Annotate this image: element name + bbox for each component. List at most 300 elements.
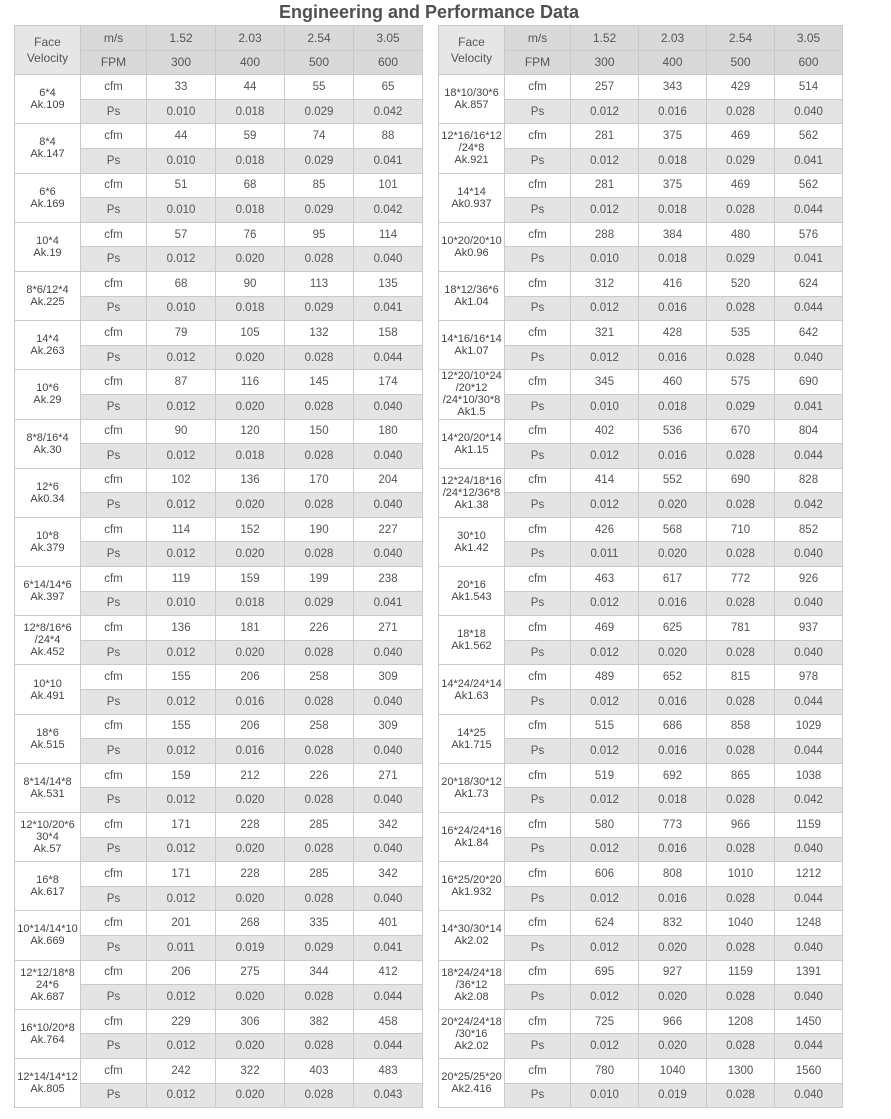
cfm-value: 865 [707, 763, 775, 788]
cfm-value: 116 [216, 370, 285, 395]
cfm-value: 414 [571, 468, 639, 493]
ps-value: 0.041 [775, 394, 843, 419]
ps-label: Ps [81, 788, 147, 813]
ps-value: 0.044 [354, 345, 423, 370]
cfm-value: 535 [707, 321, 775, 346]
cfm-value: 937 [775, 616, 843, 641]
ps-value: 0.020 [216, 640, 285, 665]
duct-size-line: 10*8 [36, 529, 59, 542]
table-row-cfm [15, 911, 423, 936]
cfm-value: 51 [147, 173, 216, 198]
cfm-value: 227 [354, 517, 423, 542]
ps-value: 0.044 [775, 444, 843, 469]
cfm-value: 271 [354, 763, 423, 788]
cfm-value: 85 [285, 173, 354, 198]
table-row-cfm [15, 1058, 423, 1083]
ps-value: 0.040 [775, 345, 843, 370]
duct-size-line: /24*8 [458, 142, 485, 155]
ps-value: 0.029 [285, 198, 354, 223]
ps-value: 0.040 [354, 493, 423, 518]
duct-size-cell [15, 1009, 81, 1058]
cfm-value: 55 [285, 75, 354, 100]
cfm-label: cfm [81, 616, 147, 641]
ps-label: Ps [505, 394, 571, 419]
cfm-value: 469 [707, 173, 775, 198]
table-row-cfm [439, 1009, 843, 1034]
cfm-label: cfm [81, 222, 147, 247]
ps-value: 0.028 [285, 394, 354, 419]
ps-value: 0.029 [707, 148, 775, 173]
ps-value: 0.042 [354, 99, 423, 124]
duct-size-line: Ak2.08 [454, 990, 489, 1003]
ps-value: 0.043 [354, 1083, 423, 1108]
cfm-value: 228 [216, 813, 285, 838]
ps-value: 0.044 [775, 690, 843, 715]
ps-value: 0.011 [147, 935, 216, 960]
cfm-value: 1248 [775, 911, 843, 936]
duct-size-line: 10*6 [36, 382, 59, 395]
cfm-value: 152 [216, 517, 285, 542]
duct-size-cell [15, 222, 81, 271]
velocity-ms-cell: 2.03 [216, 26, 285, 51]
duct-size-cell [15, 813, 81, 862]
ps-value: 0.029 [285, 99, 354, 124]
cfm-label: cfm [81, 271, 147, 296]
cfm-value: 171 [147, 813, 216, 838]
cfm-value: 88 [354, 124, 423, 149]
ps-value: 0.010 [147, 198, 216, 223]
ps-value: 0.040 [354, 394, 423, 419]
ps-value: 0.018 [216, 296, 285, 321]
duct-size-line: Ak.687 [30, 990, 65, 1003]
cfm-value: 170 [285, 468, 354, 493]
cfm-value: 275 [216, 960, 285, 985]
duct-size-cell [439, 911, 505, 960]
table-row-cfm [439, 763, 843, 788]
duct-size-line: Ak.379 [30, 541, 65, 554]
unit-fpm-label: FPM [81, 50, 147, 75]
face-velocity-label-line: Velocity [450, 51, 493, 66]
ps-value: 0.012 [571, 148, 639, 173]
cfm-value: 181 [216, 616, 285, 641]
cfm-value: 580 [571, 813, 639, 838]
duct-size-line: 20*16 [457, 579, 486, 592]
cfm-value: 190 [285, 517, 354, 542]
cfm-label: cfm [81, 665, 147, 690]
ps-value: 0.010 [147, 591, 216, 616]
table-row-cfm [15, 567, 423, 592]
table-row-cfm [15, 813, 423, 838]
cfm-value: 201 [147, 911, 216, 936]
cfm-value: 180 [354, 419, 423, 444]
cfm-label: cfm [505, 862, 571, 887]
ps-value: 0.016 [639, 739, 707, 764]
table-row-cfm [439, 124, 843, 149]
cfm-value: 375 [639, 173, 707, 198]
ps-label: Ps [81, 985, 147, 1010]
cfm-value: 145 [285, 370, 354, 395]
page-title: Engineering and Performance Data [278, 2, 580, 22]
ps-value: 0.028 [285, 886, 354, 911]
cfm-label: cfm [81, 960, 147, 985]
duct-size-cell [439, 517, 505, 566]
face-velocity-label-line: Velocity [26, 51, 69, 66]
cfm-label: cfm [505, 75, 571, 100]
ps-value: 0.020 [639, 640, 707, 665]
duct-size-line: Ak.225 [30, 296, 65, 309]
ps-label: Ps [505, 148, 571, 173]
ps-label: Ps [81, 690, 147, 715]
duct-size-line: Ak1.38 [454, 498, 489, 511]
cfm-value: 159 [216, 567, 285, 592]
duct-size-cell [439, 862, 505, 911]
duct-size-line: Ak.452 [30, 646, 65, 659]
duct-size-line: 10*14/14*10 [17, 923, 78, 936]
cfm-value: 44 [216, 75, 285, 100]
duct-size-line: /24*10/30*8 [442, 394, 501, 407]
cfm-value: 136 [147, 616, 216, 641]
ps-label: Ps [81, 886, 147, 911]
ps-value: 0.019 [216, 935, 285, 960]
unit-ms-label: m/s [505, 26, 571, 51]
duct-size-line: 24*6 [36, 978, 59, 991]
ps-value: 0.028 [707, 99, 775, 124]
cfm-value: 690 [775, 370, 843, 395]
duct-size-line: 8*6/12*4 [26, 284, 69, 297]
ps-label: Ps [505, 198, 571, 223]
duct-size-line: 14*30/30*14 [441, 923, 502, 936]
duct-size-line: Ak0.34 [30, 492, 65, 505]
ps-value: 0.012 [571, 444, 639, 469]
cfm-value: 114 [147, 517, 216, 542]
cfm-value: 309 [354, 665, 423, 690]
duct-size-cell [439, 665, 505, 714]
ps-value: 0.012 [571, 99, 639, 124]
ps-value: 0.044 [354, 1034, 423, 1059]
table-row-cfm [439, 271, 843, 296]
ps-label: Ps [81, 444, 147, 469]
velocity-fpm-cell: 500 [707, 50, 775, 75]
cfm-value: 652 [639, 665, 707, 690]
cfm-value: 780 [571, 1058, 639, 1083]
cfm-value: 725 [571, 1009, 639, 1034]
duct-size-line: Ak.531 [30, 787, 65, 800]
cfm-value: 1560 [775, 1058, 843, 1083]
duct-size-line: 14*25 [457, 726, 486, 739]
ps-value: 0.012 [571, 837, 639, 862]
cfm-value: 238 [354, 567, 423, 592]
ps-value: 0.018 [216, 99, 285, 124]
velocity-fpm-cell: 400 [216, 50, 285, 75]
ps-value: 0.011 [571, 542, 639, 567]
ps-value: 0.044 [775, 198, 843, 223]
duct-size-line: 18*18 [457, 628, 486, 641]
cfm-value: 927 [639, 960, 707, 985]
face-velocity-header [439, 26, 505, 75]
cfm-value: 1208 [707, 1009, 775, 1034]
duct-size-line: 12*6 [36, 480, 59, 493]
table-row-cfm [15, 271, 423, 296]
unit-fpm-label: FPM [505, 50, 571, 75]
ps-value: 0.010 [571, 1083, 639, 1108]
cfm-value: 281 [571, 173, 639, 198]
duct-size-cell [439, 1009, 505, 1058]
ps-value: 0.028 [707, 542, 775, 567]
cfm-value: 343 [639, 75, 707, 100]
duct-size-cell [15, 124, 81, 173]
cfm-value: 206 [147, 960, 216, 985]
cfm-value: 429 [707, 75, 775, 100]
ps-value: 0.020 [216, 1034, 285, 1059]
cfm-value: 155 [147, 714, 216, 739]
cfm-value: 285 [285, 813, 354, 838]
ps-value: 0.028 [707, 345, 775, 370]
ps-label: Ps [505, 247, 571, 272]
cfm-value: 460 [639, 370, 707, 395]
ps-value: 0.012 [571, 493, 639, 518]
cfm-label: cfm [81, 370, 147, 395]
table-row-cfm [439, 419, 843, 444]
table-row-cfm [439, 1058, 843, 1083]
ps-value: 0.042 [775, 493, 843, 518]
ps-value: 0.010 [571, 247, 639, 272]
duct-size-line: Ak1.562 [451, 640, 492, 653]
cfm-value: 342 [354, 862, 423, 887]
table-row-cfm [15, 370, 423, 395]
cfm-label: cfm [81, 75, 147, 100]
ps-value: 0.016 [639, 837, 707, 862]
duct-size-line: Ak.19 [33, 246, 62, 259]
cfm-value: 1040 [707, 911, 775, 936]
duct-size-line: 20*24/24*18 [441, 1015, 502, 1028]
cfm-value: 136 [216, 468, 285, 493]
ps-label: Ps [505, 1034, 571, 1059]
duct-size-line: 16*25/20*20 [441, 874, 502, 887]
ps-label: Ps [81, 198, 147, 223]
cfm-value: 57 [147, 222, 216, 247]
cfm-value: 966 [707, 813, 775, 838]
ps-value: 0.028 [707, 739, 775, 764]
ps-value: 0.018 [216, 444, 285, 469]
duct-size-cell [439, 714, 505, 763]
cfm-label: cfm [505, 1009, 571, 1034]
duct-size-line: /20*12 [455, 382, 488, 395]
cfm-value: 536 [639, 419, 707, 444]
duct-size-line: Ak1.07 [454, 345, 489, 358]
duct-size-line: 14*20/20*14 [441, 431, 502, 444]
ps-value: 0.040 [775, 99, 843, 124]
ps-label: Ps [81, 99, 147, 124]
ps-value: 0.012 [147, 1034, 216, 1059]
duct-size-line: Ak2.416 [451, 1083, 492, 1096]
duct-size-cell [439, 567, 505, 616]
ps-value: 0.044 [354, 985, 423, 1010]
ps-label: Ps [505, 296, 571, 321]
cfm-value: 309 [354, 714, 423, 739]
velocity-fpm-cell: 400 [639, 50, 707, 75]
ps-value: 0.028 [707, 886, 775, 911]
duct-size-line: Ak2.02 [454, 935, 489, 948]
cfm-value: 1159 [707, 960, 775, 985]
ps-value: 0.040 [775, 591, 843, 616]
cfm-value: 926 [775, 567, 843, 592]
cfm-label: cfm [81, 419, 147, 444]
duct-size-cell [15, 321, 81, 370]
ps-value: 0.028 [707, 296, 775, 321]
cfm-label: cfm [505, 567, 571, 592]
duct-size-cell [439, 960, 505, 1009]
cfm-value: 552 [639, 468, 707, 493]
duct-size-line: 10*20/20*10 [441, 234, 502, 247]
cfm-value: 344 [285, 960, 354, 985]
cfm-label: cfm [505, 370, 571, 395]
duct-size-cell [15, 911, 81, 960]
ps-value: 0.012 [147, 690, 216, 715]
ps-value: 0.012 [571, 296, 639, 321]
duct-size-line: 12*14/14*12 [17, 1071, 78, 1084]
duct-size-cell [439, 370, 505, 419]
velocity-ms-cell: 1.52 [571, 26, 639, 51]
ps-value: 0.012 [147, 837, 216, 862]
cfm-value: 74 [285, 124, 354, 149]
ps-value: 0.020 [639, 935, 707, 960]
duct-size-line: Ak1.84 [454, 837, 489, 850]
ps-label: Ps [505, 591, 571, 616]
duct-size-cell [15, 714, 81, 763]
duct-size-line: /30*16 [455, 1027, 488, 1040]
cfm-value: 228 [216, 862, 285, 887]
cfm-value: 624 [571, 911, 639, 936]
duct-size-cell [439, 271, 505, 320]
duct-size-line: Ak1.932 [451, 886, 492, 899]
cfm-value: 59 [216, 124, 285, 149]
ps-value: 0.028 [707, 1083, 775, 1108]
cfm-value: 1159 [775, 813, 843, 838]
cfm-label: cfm [505, 616, 571, 641]
ps-value: 0.028 [285, 1083, 354, 1108]
table-row-cfm [439, 813, 843, 838]
velocity-fpm-cell: 500 [285, 50, 354, 75]
cfm-value: 226 [285, 763, 354, 788]
ps-value: 0.028 [707, 198, 775, 223]
cfm-value: 401 [354, 911, 423, 936]
ps-value: 0.028 [707, 690, 775, 715]
duct-size-cell [15, 567, 81, 616]
ps-value: 0.041 [775, 148, 843, 173]
cfm-value: 335 [285, 911, 354, 936]
ps-value: 0.020 [216, 394, 285, 419]
ps-value: 0.016 [216, 690, 285, 715]
velocity-ms-cell: 3.05 [354, 26, 423, 51]
cfm-value: 519 [571, 763, 639, 788]
ps-value: 0.040 [354, 690, 423, 715]
cfm-value: 90 [147, 419, 216, 444]
ps-value: 0.028 [285, 640, 354, 665]
cfm-label: cfm [81, 1009, 147, 1034]
duct-size-cell [439, 763, 505, 812]
cfm-label: cfm [81, 862, 147, 887]
ps-value: 0.010 [571, 394, 639, 419]
cfm-label: cfm [81, 468, 147, 493]
duct-size-cell [439, 468, 505, 517]
cfm-label: cfm [505, 517, 571, 542]
cfm-value: 114 [354, 222, 423, 247]
cfm-value: 670 [707, 419, 775, 444]
duct-size-line: 10*4 [36, 234, 59, 247]
cfm-label: cfm [505, 124, 571, 149]
duct-size-line: 30*10 [457, 529, 486, 542]
ps-value: 0.042 [775, 788, 843, 813]
cfm-value: 65 [354, 75, 423, 100]
table-row-cfm [15, 124, 423, 149]
table-row-cfm [439, 911, 843, 936]
cfm-label: cfm [505, 960, 571, 985]
velocity-fpm-cell: 600 [354, 50, 423, 75]
cfm-value: 120 [216, 419, 285, 444]
cfm-value: 158 [354, 321, 423, 346]
cfm-value: 257 [571, 75, 639, 100]
duct-size-line: 12*20/10*24 [441, 370, 502, 383]
duct-size-line: Ak0.937 [451, 197, 492, 210]
cfm-label: cfm [81, 517, 147, 542]
cfm-value: 562 [775, 124, 843, 149]
duct-size-cell [15, 862, 81, 911]
cfm-value: 102 [147, 468, 216, 493]
ps-value: 0.041 [775, 247, 843, 272]
duct-size-line: Ak1.543 [451, 591, 492, 604]
duct-size-line: 6*6 [39, 185, 56, 198]
ps-value: 0.020 [216, 345, 285, 370]
ps-value: 0.028 [707, 493, 775, 518]
cfm-label: cfm [81, 321, 147, 346]
cfm-value: 576 [775, 222, 843, 247]
duct-size-cell [15, 665, 81, 714]
ps-value: 0.012 [571, 886, 639, 911]
ps-value: 0.018 [639, 198, 707, 223]
table-row-cfm [439, 616, 843, 641]
face-velocity-label-line: Face [458, 35, 485, 50]
table-row-cfm [15, 75, 423, 100]
ps-value: 0.016 [216, 739, 285, 764]
duct-size-cell [15, 763, 81, 812]
ps-value: 0.044 [775, 886, 843, 911]
duct-size-line: 16*24/24*16 [441, 825, 502, 838]
cfm-value: 515 [571, 714, 639, 739]
ps-label: Ps [81, 247, 147, 272]
cfm-value: 1450 [775, 1009, 843, 1034]
ps-value: 0.018 [639, 788, 707, 813]
cfm-label: cfm [81, 1058, 147, 1083]
duct-size-line: 8*8/16*4 [26, 431, 69, 444]
duct-size-line: 8*4 [39, 136, 56, 149]
cfm-value: 268 [216, 911, 285, 936]
ps-value: 0.016 [639, 591, 707, 616]
ps-value: 0.029 [285, 296, 354, 321]
ps-value: 0.020 [216, 886, 285, 911]
duct-size-line: Ak.109 [30, 99, 65, 112]
ps-value: 0.012 [571, 198, 639, 223]
ps-value: 0.016 [639, 690, 707, 715]
cfm-value: 322 [216, 1058, 285, 1083]
cfm-value: 426 [571, 517, 639, 542]
ps-value: 0.010 [147, 148, 216, 173]
table-row-cfm [439, 862, 843, 887]
ps-value: 0.028 [285, 837, 354, 862]
duct-size-cell [15, 960, 81, 1009]
ps-value: 0.028 [707, 591, 775, 616]
cfm-value: 469 [571, 616, 639, 641]
ps-value: 0.028 [707, 640, 775, 665]
